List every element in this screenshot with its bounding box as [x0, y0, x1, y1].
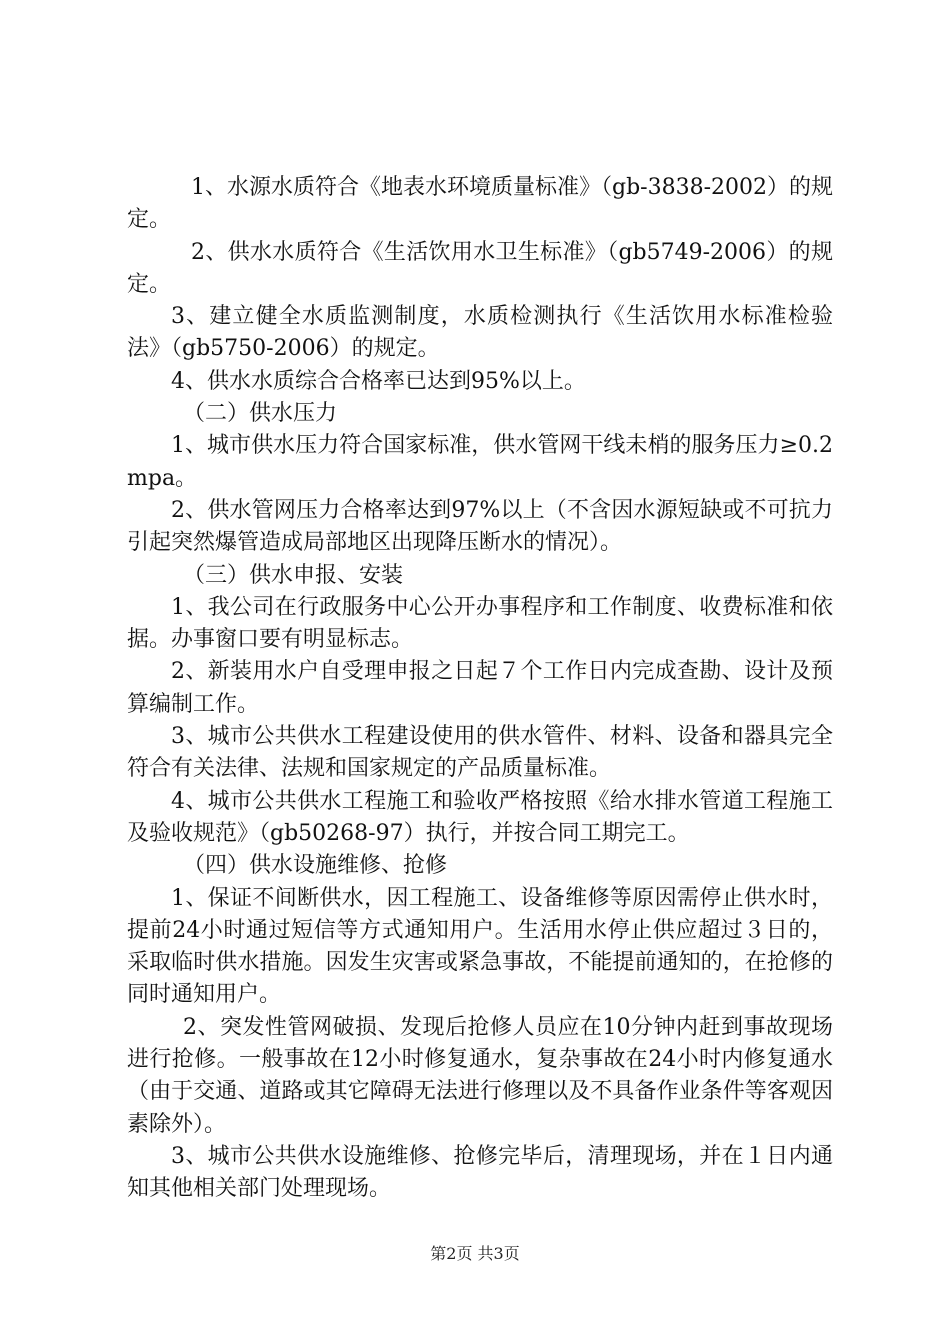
paragraph-quality-pass-rate: 4、供水水质综合合格率已达到95%以上。: [171, 368, 586, 394]
paragraph-emergency-repair: 2、突发性管网破损、发现后抢修人员应在10分钟内赶到事故现场进行抢修。一般事故在12小时修复通水，复杂事故在24小时内修复通水（由于交通、道路或其它障碍无法进行修理以及不具备作业条件等客观因素除外）。: [127, 1014, 833, 1137]
paragraph-quality-monitoring: 3、建立健全水质监测制度，水质检测执行《生活饮用水标准检验法》（gb5750-2006）的规定。: [127, 304, 833, 362]
paragraph-pressure-pass-rate: 2、供水管网压力合格率达到97%以上（不含因水源短缺或不可抗力引起突然爆管造成局部地区出现降压断水的情况）。: [127, 497, 833, 556]
paragraph-supply-water-quality: 2、供水水质符合《生活饮用水卫生标准》（gb5749-2006）的规定。: [127, 239, 833, 297]
paragraph-pressure-standard: 1、城市供水压力符合国家标准，供水管网干线未梢的服务压力≥0.2mpa。: [127, 433, 833, 491]
page-number: 第2页: [430, 1244, 473, 1263]
paragraph-new-customer: 2、新装用水户自受理申报之日起７个工作日内完成查勘、设计及预算编制工作。: [127, 659, 833, 717]
section-heading-supply-pressure: （二）供水压力: [183, 401, 338, 427]
section-heading-application-installation: （三）供水申报、安装: [183, 562, 404, 588]
paragraph-site-cleanup: 3、城市公共供水设施维修、抢修完毕后，清理现场，并在１日内通知其他相关部门处理现场。: [127, 1143, 833, 1202]
page-total: 共3页: [477, 1244, 520, 1263]
page-footer: [0, 1244, 950, 1264]
paragraph-materials-standard: 3、城市公共供水工程建设使用的供水管件、材料、设备和器具完全符合有关法律、法规和国家规定的产品质量标准。: [127, 724, 833, 782]
paragraph-water-source-quality: 1、水源水质符合《地表水环境质量标准》（gb-3838-2002）的规定。: [127, 175, 834, 233]
section-heading-maintenance-repair: （四）供水设施维修、抢修: [183, 853, 448, 879]
document-body: [127, 172, 833, 1206]
paragraph-uninterrupted-supply: 1、保证不间断供水，因工程施工、设备维修等原因需停止供水时，提前24小时通过短信等方式通知用户。生活用水停止供应超过３日的，采取临时供水措施。因发生灾害或紧急事故，不能提前通知的，在抢修的同时通知用户。: [127, 885, 833, 1008]
paragraph-construction-acceptance: 4、城市公共供水工程施工和验收严格按照《给水排水管道工程施工及验收规范》（gb50268-97）执行，并按合同工期完工。: [127, 788, 833, 846]
paragraph-service-center: 1、我公司在行政服务中心公开办事程序和工作制度、收费标准和依据。办事窗口要有明显标志。: [127, 594, 833, 653]
